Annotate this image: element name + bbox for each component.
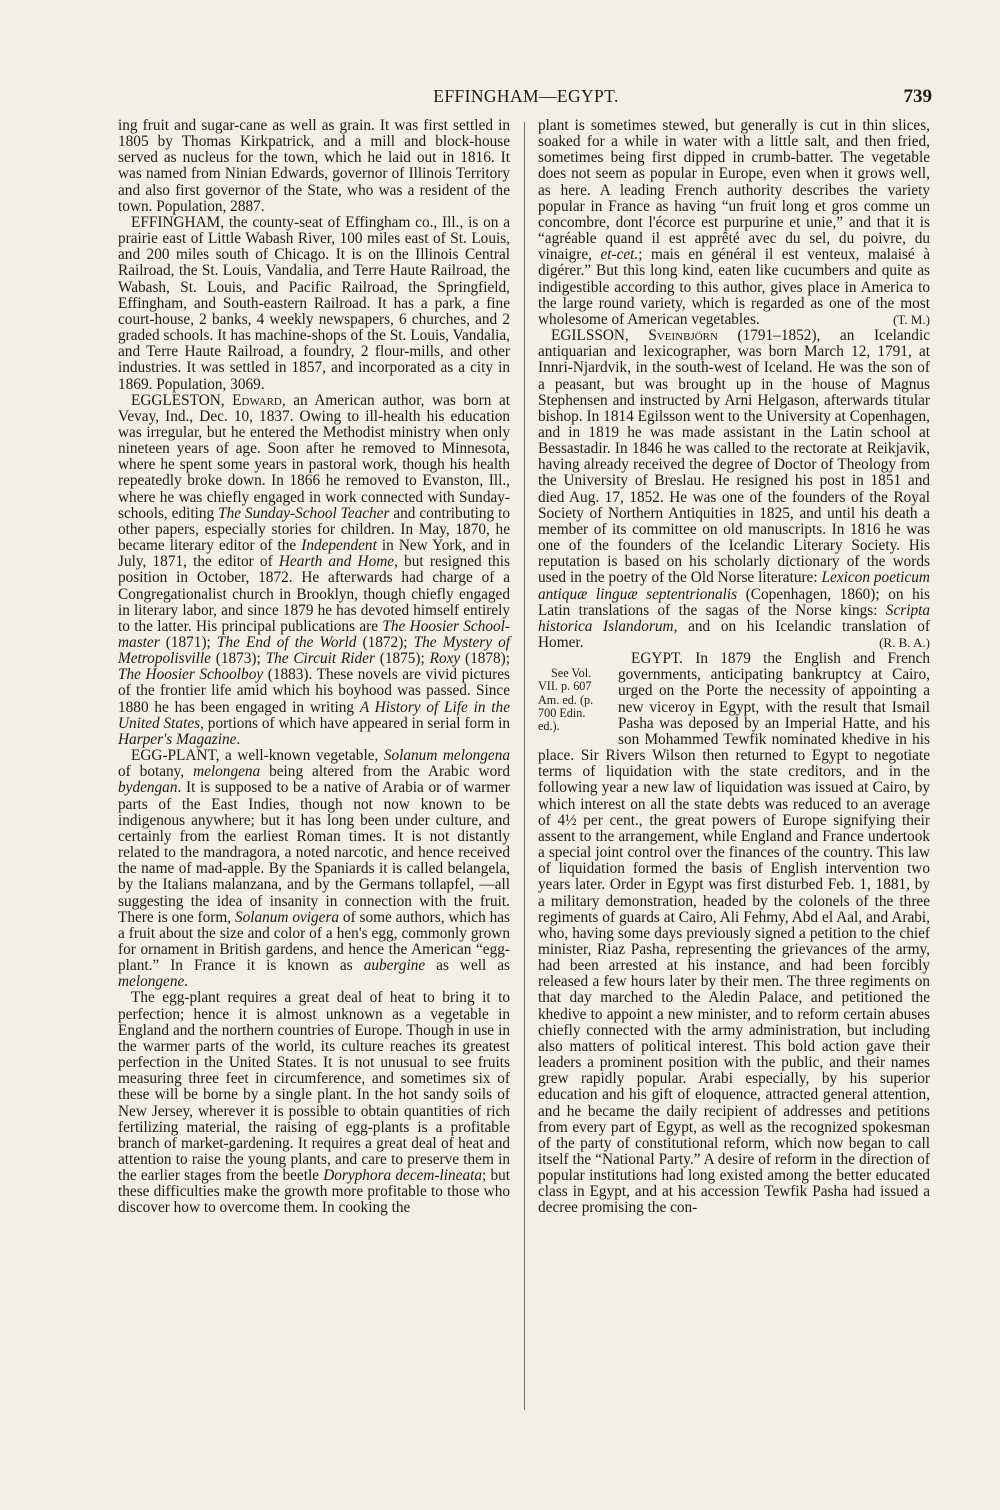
author-signature: (R. B. A.) [879, 635, 930, 650]
paragraph-r1 [538, 118, 930, 328]
text-run: (1878); [460, 650, 511, 668]
text-run: The Mystery of Metropolisville [118, 634, 510, 668]
text-run: The Circuit Rider [265, 650, 375, 668]
right-column [538, 118, 930, 1418]
text-run: aubergine [363, 957, 426, 975]
text-run: melongena [193, 763, 261, 781]
text-run: Hearth and Home [278, 553, 395, 571]
paragraph-r3 [538, 651, 930, 1216]
text-run: EGG-PLANT, a well-known vegetable, [131, 747, 384, 765]
text-run: ; but these difficulties make the growth more profitable to those who discover how to overcome them. In cooking the [118, 1167, 511, 1217]
text-run: ; mais en général il est venteux, malaisé à digérer.” But this long kind, eaten like cucumbers and quite as indigestible according to this author, gives place in America to the large round variety, which is regarded as one of the most wholesome of American vegetables. [538, 246, 930, 328]
paragraph-p5 [118, 990, 510, 1216]
text-run: EFFINGHAM [131, 213, 221, 231]
text-run: (1791–1852), an Icelandic antiquarian and lexicographer, was born March 12, 1791, at Innri-Njardvik, in the south-west of Iceland. He was the son of a peasant, but was brought up in the house of Magnus Stephensen and instructed by Arni Helgason, afterwards titular bishop. In 1814 Egilsson went to the University at Copenhagen, and in 1819 he was made assistant in the Latin school at Bessastadir. In 1846 he was called to the rectorate at Reikjavik, having already received the degree of Doctor of Theology from the University of Breslau. He resigned his post in 1851 and died Aug. 17, 1852. He was one of the founders of the Royal Society of Northern Antiquities in 1825, and until his death a member of its committee on old manuscripts. In 1816 he was one of the founders of the Icelandic Literary Society. His reputation is based on his scholarly dictionary of the words used in the poetry of the Old Norse literature: [538, 327, 930, 587]
text-run: The egg-plant requires a great deal of heat to bring it to perfection; hence it is almost unknown as a vegetable in England and the northern countries of Europe. Though in use in the warmer parts of the world, its culture reaches its greatest perfection in the United States. It is not unusual to see fruits measuring three feet in circumference, and sometimes six of these will be borne by a single plant. In the hot sandy soils of New Jersey, wherever it is possible to obtain quantities of rich fertilizing material, the raising of egg-plants is a profitable branch of market-gardening. It requires a great deal of heat and attention to raise the young plants, and care to preserve them in the earlier stages from the beetle [118, 989, 510, 1185]
text-run: (1883). These novels are vivid pictures of the frontier life amid which his boyhood was passed. Since 1880 he has been engaged in writing [118, 666, 511, 716]
text-run: Independent [301, 537, 377, 555]
text-run: EGILSSON, [551, 327, 649, 345]
text-run: Sveinbjörn [648, 327, 718, 345]
text-run: The Sunday-School Teacher [218, 504, 390, 522]
text-run: being altered from the Arabic word [260, 763, 510, 781]
text-run: bydengan [118, 779, 178, 797]
text-run: EGGLESTON, [131, 391, 233, 409]
text-run: Doryphora decem-lineata [323, 1167, 483, 1185]
text-run: Roxy [429, 650, 461, 668]
text-run: (Copenhagen, 1860); on his Latin translations of the sagas of the Norse kings: [538, 585, 930, 619]
text-run: (1875); [374, 650, 430, 668]
text-run: Scripta historica Islandorum [538, 601, 930, 635]
text-run: plant is sometimes stewed, but generally is cut in thin slices, soaked for a while in water with a little salt, and then fried, sometimes being first dipped in crumb-batter. The vegetable does not seem as popular in Europe, even when it grows well, as here. A leading French authority describes the variety popular in France as having “un fruit long et gros comme un concombre, dont l'écorce est purpurine et unie,” and that it is “agréable quand il est apprêté avec du sel, du poivre, du vinaigre, [538, 117, 930, 264]
page-number: 739 [903, 86, 932, 107]
text-run: (1872); [356, 634, 414, 651]
text-run: . It is supposed to be a native of Arabia or of warmer parts of the East Indies, though not now known to be indigenous anywhere; but it has long been under culture, and certainly from the earliest Roman times. It is not distantly related to the mandragora, a noted narcotic, and hence received the name of mad-apple. By the Spaniards it is called belangela, by the Italians malanzana, and by the Germans tollapfel, —all suggesting the idea of insanity in connection with the fruit. There is one form, [118, 779, 510, 926]
text-run: Harper's Magazine [118, 730, 237, 748]
author-signature: (T. M.) [893, 311, 930, 327]
left-column [118, 118, 510, 1418]
running-head: EFFINGHAM—EGYPT. [433, 86, 619, 106]
text-run: . [236, 730, 241, 748]
text-run: , the county-seat of Effingham co., Ill., is on a prairie east of Little Wabash River, 100 miles east of St. Louis, and 200 miles south of Chicago. It is on the Illinois Central Railroad, the St. Louis, Vandalia, and Terre Haute Railroad, the Wabash, St. Louis, and Pacific Railroad, the Springfield, Effingham, and South-eastern Railroad. It has a park, a fine court-house, 2 banks, 4 weekly newspapers, 6 churches, and 2 graded schools. It has machine-shops of the St. Louis, Vandalia, and Terre Haute Railroad, a foundry, 2 flour-mills, and other industries. It was settled in 1857, and incorporated as a city in 1869. Population, 3069. [118, 213, 510, 393]
page-header [120, 86, 932, 116]
sidenote-reference: See Vol. VII. p. 607 Am. ed. (p. 700 Edin. ed.). [538, 666, 594, 733]
text-run: of botany, [118, 763, 194, 781]
text-run: (1871); [159, 634, 217, 651]
text-run: in New York, and in July, 1871, the editor of [118, 537, 510, 571]
text-run: , an American author, was born at Vevay, Ind., Dec. 10, 1837. Owing to ill-health his education was irregular, but he entered the Methodist ministry when only nineteen years of age. Soon after he removed to Minnesota, where he spent some years in pastoral work, though his health repeatedly broke down. In 1866 he removed to Evanston, Ill., where he was chiefly engaged in work connected with Sunday-schools, editing [118, 391, 510, 522]
column-divider [524, 122, 525, 1410]
text-run: The Hoosier Schoolboy [118, 666, 264, 684]
text-run: EGYPT. In 1879 the English and French governments, anticipating bankruptcy at Cairo, urged on the Porte the necessity of appointing a new viceroy in Egypt, with the result that Ismail Pasha was deposed by an Imperial Hatte, and his son Mohammed Tewfik nominated khedive in his place. Sir Rivers Wilson then returned to Egypt to negotiate terms of liquidation with the state creditors, and in the following year a new law of liquidation was issued at Cairo, by which interest on all the state debts was reduced to an average of 4½ per cent., the great powers of Europe signifying their assent to the arrangement, while England and France undertook a special joint control over the finances of the country. This law of liquidation formed the basis of English intervention two years later. Order in Egypt was first disturbed Feb. 1, 1881, by a military demonstration, headed by the colonels of the three regiments of guards at Cairo, Ali Fehmy, Abd el Aal, and Arabi, who, having some days previously signed a petition to the chief minister, Riaz Pasha, representing the grievances of the army, had been arrested at his instance, and had been forcibly released a few hours later by their men. The three regiments on that day marched to the Aledin Palace, and petitioned the khedive to appoint a new minister, and to reform certain abuses chiefly connected with the army administration, but including also matters of political interest. This bold action gave their leaders a prominent position with the public, and their names grew rapidly popular. Arabi especially, by his superior education and his gift of eloquence, attracted general attention, and he became the daily recipient of addresses and petitions from every part of Egypt, as well as the recognized spokesman of the party of constitutional reform, which now began to call itself the “National Party.” A desire of reform in the direction of popular institutions had long existed among the better educated class in Egypt, and at his accession Tewfik Pasha had issued a decree promising the con- [538, 650, 930, 1217]
text-run: The Hoosier School-master [118, 617, 510, 651]
text-run: , and on his Icelandic translation of Homer. [538, 617, 930, 651]
text-run: , but resigned this position in October, 1872. He afterwards had charge of a Congregationalist church in Brooklyn, though chiefly engaged in literary labor, and since 1879 he has devoted himself entirely to the latter. His principal publications are [118, 553, 510, 635]
text-run: Solanum melongena [383, 747, 510, 765]
paragraph-p4 [118, 748, 510, 990]
text-run: of some authors, which has a fruit about the size and color of a hen's egg, commonly grown for ornament in British gardens, and hence the American “egg-plant.” In France it is known as [118, 908, 510, 975]
text-run: (1873); [210, 650, 266, 668]
text-run: ing fruit and sugar-cane as well as grain. It was first settled in 1805 by Thomas Kirkpatrick, and a mill and block-house served as nucleus for the town, which he laid out in 1816. It was named from Ninian Edwards, governor of Illinois Territory and also first governor of the State, who was a resident of the town. Population, 2887. [118, 117, 510, 215]
text-run: A History of Life in the United States [118, 698, 510, 732]
text-run: Lexicon poeticum antiquæ linguæ septentrionalis [538, 569, 930, 603]
paragraph-p1 [118, 118, 510, 215]
text-run: melongene [118, 973, 185, 991]
text-run: The End of the World [216, 634, 357, 651]
text-run: , portions of which have appeared in serial form in [200, 714, 510, 732]
paragraph-r2 [538, 328, 930, 651]
text-run: and contributing to other papers, especially stories for children. In May, 1870, he became literary editor of the [118, 504, 510, 555]
paragraph-p3 [118, 393, 510, 748]
text-run: et-cet. [600, 246, 639, 264]
text-run: as well as [425, 957, 510, 975]
text-run: . [184, 973, 189, 991]
text-run: Edward [232, 391, 282, 409]
paragraph-p2 [118, 215, 510, 393]
text-run: Solanum ovigera [234, 908, 340, 926]
